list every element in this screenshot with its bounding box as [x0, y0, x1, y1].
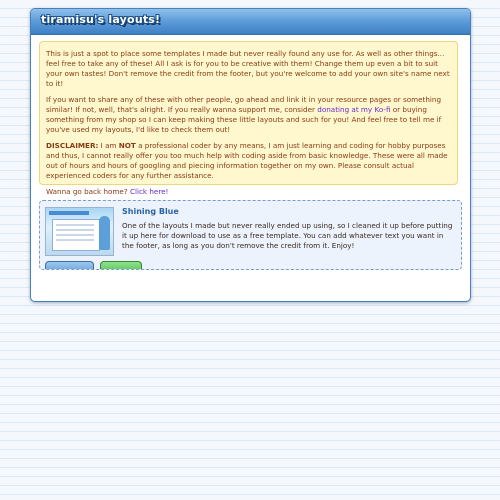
layouts-window	[30, 8, 471, 302]
thumb-line	[56, 224, 94, 226]
share-text-end: or buying something from my shop so I can keep making these little layouts and such for you! And feel free to tell me if you've used my layouts, I'd like to check them out!	[46, 105, 442, 134]
share-text-start: If you want to share any of these with other people, go ahead and link it in your resource pages or something similar! If not, well, that's alright. If you really wanna support me, consider	[46, 95, 442, 114]
disclaimer-text-b: a professional coder by any means, I am just learning and coding for hobby purposes and thus, I cannot really offer you too much help with coding aside from basic knowledge. These were all made out of hours and hours of googling and piecing information together on my own. Please consult actual experienced coders for any further assistance.	[46, 141, 448, 180]
layout-card-shining-blue	[39, 200, 462, 270]
window-titlebar	[31, 9, 470, 35]
disclaimer-not: NOT	[118, 141, 136, 150]
intro-paragraph: This is just a spot to place some templates I made but never really found any use for. As well as other things... feel free to take any of these! All I ask is for you to be creative with them! Change them up even a bit to suit your own tastes! Don't remove the credit from the footer, but you're welcome to add your own site's name next to it!	[46, 49, 450, 88]
disclaimer-paragraph	[46, 141, 451, 181]
disclaimer-label: DISCLAIMER:	[46, 141, 99, 150]
info-note	[39, 41, 458, 196]
kofi-link[interactable]: donating at my Ko-fi	[317, 105, 391, 114]
disclaimer-text-a: I am	[98, 141, 119, 150]
thumb-figure	[99, 216, 110, 250]
thumb-body	[52, 219, 100, 251]
preview-button[interactable]	[45, 261, 94, 270]
home-link[interactable]: Click here!	[129, 187, 169, 196]
home-paragraph	[46, 187, 451, 197]
layout-title: Shining Blue	[122, 207, 179, 216]
thumb-header	[49, 211, 89, 215]
layout-preview-thumbnail[interactable]	[45, 207, 114, 256]
window-title: tiramisu's layouts!	[41, 13, 161, 26]
thumb-line	[56, 229, 94, 231]
home-text: Wanna go back home?	[46, 187, 130, 196]
download-button[interactable]	[100, 261, 142, 270]
thumb-line	[56, 239, 94, 241]
thumb-line	[56, 234, 94, 236]
layout-description: One of the layouts I made but never really ended up using, so I cleaned it up before putting it up here for download to use as a free template. You can add whatever text you want in the footer, as long as you don't remove the credit from it. Enjoy!	[122, 221, 453, 250]
share-paragraph	[46, 95, 451, 135]
